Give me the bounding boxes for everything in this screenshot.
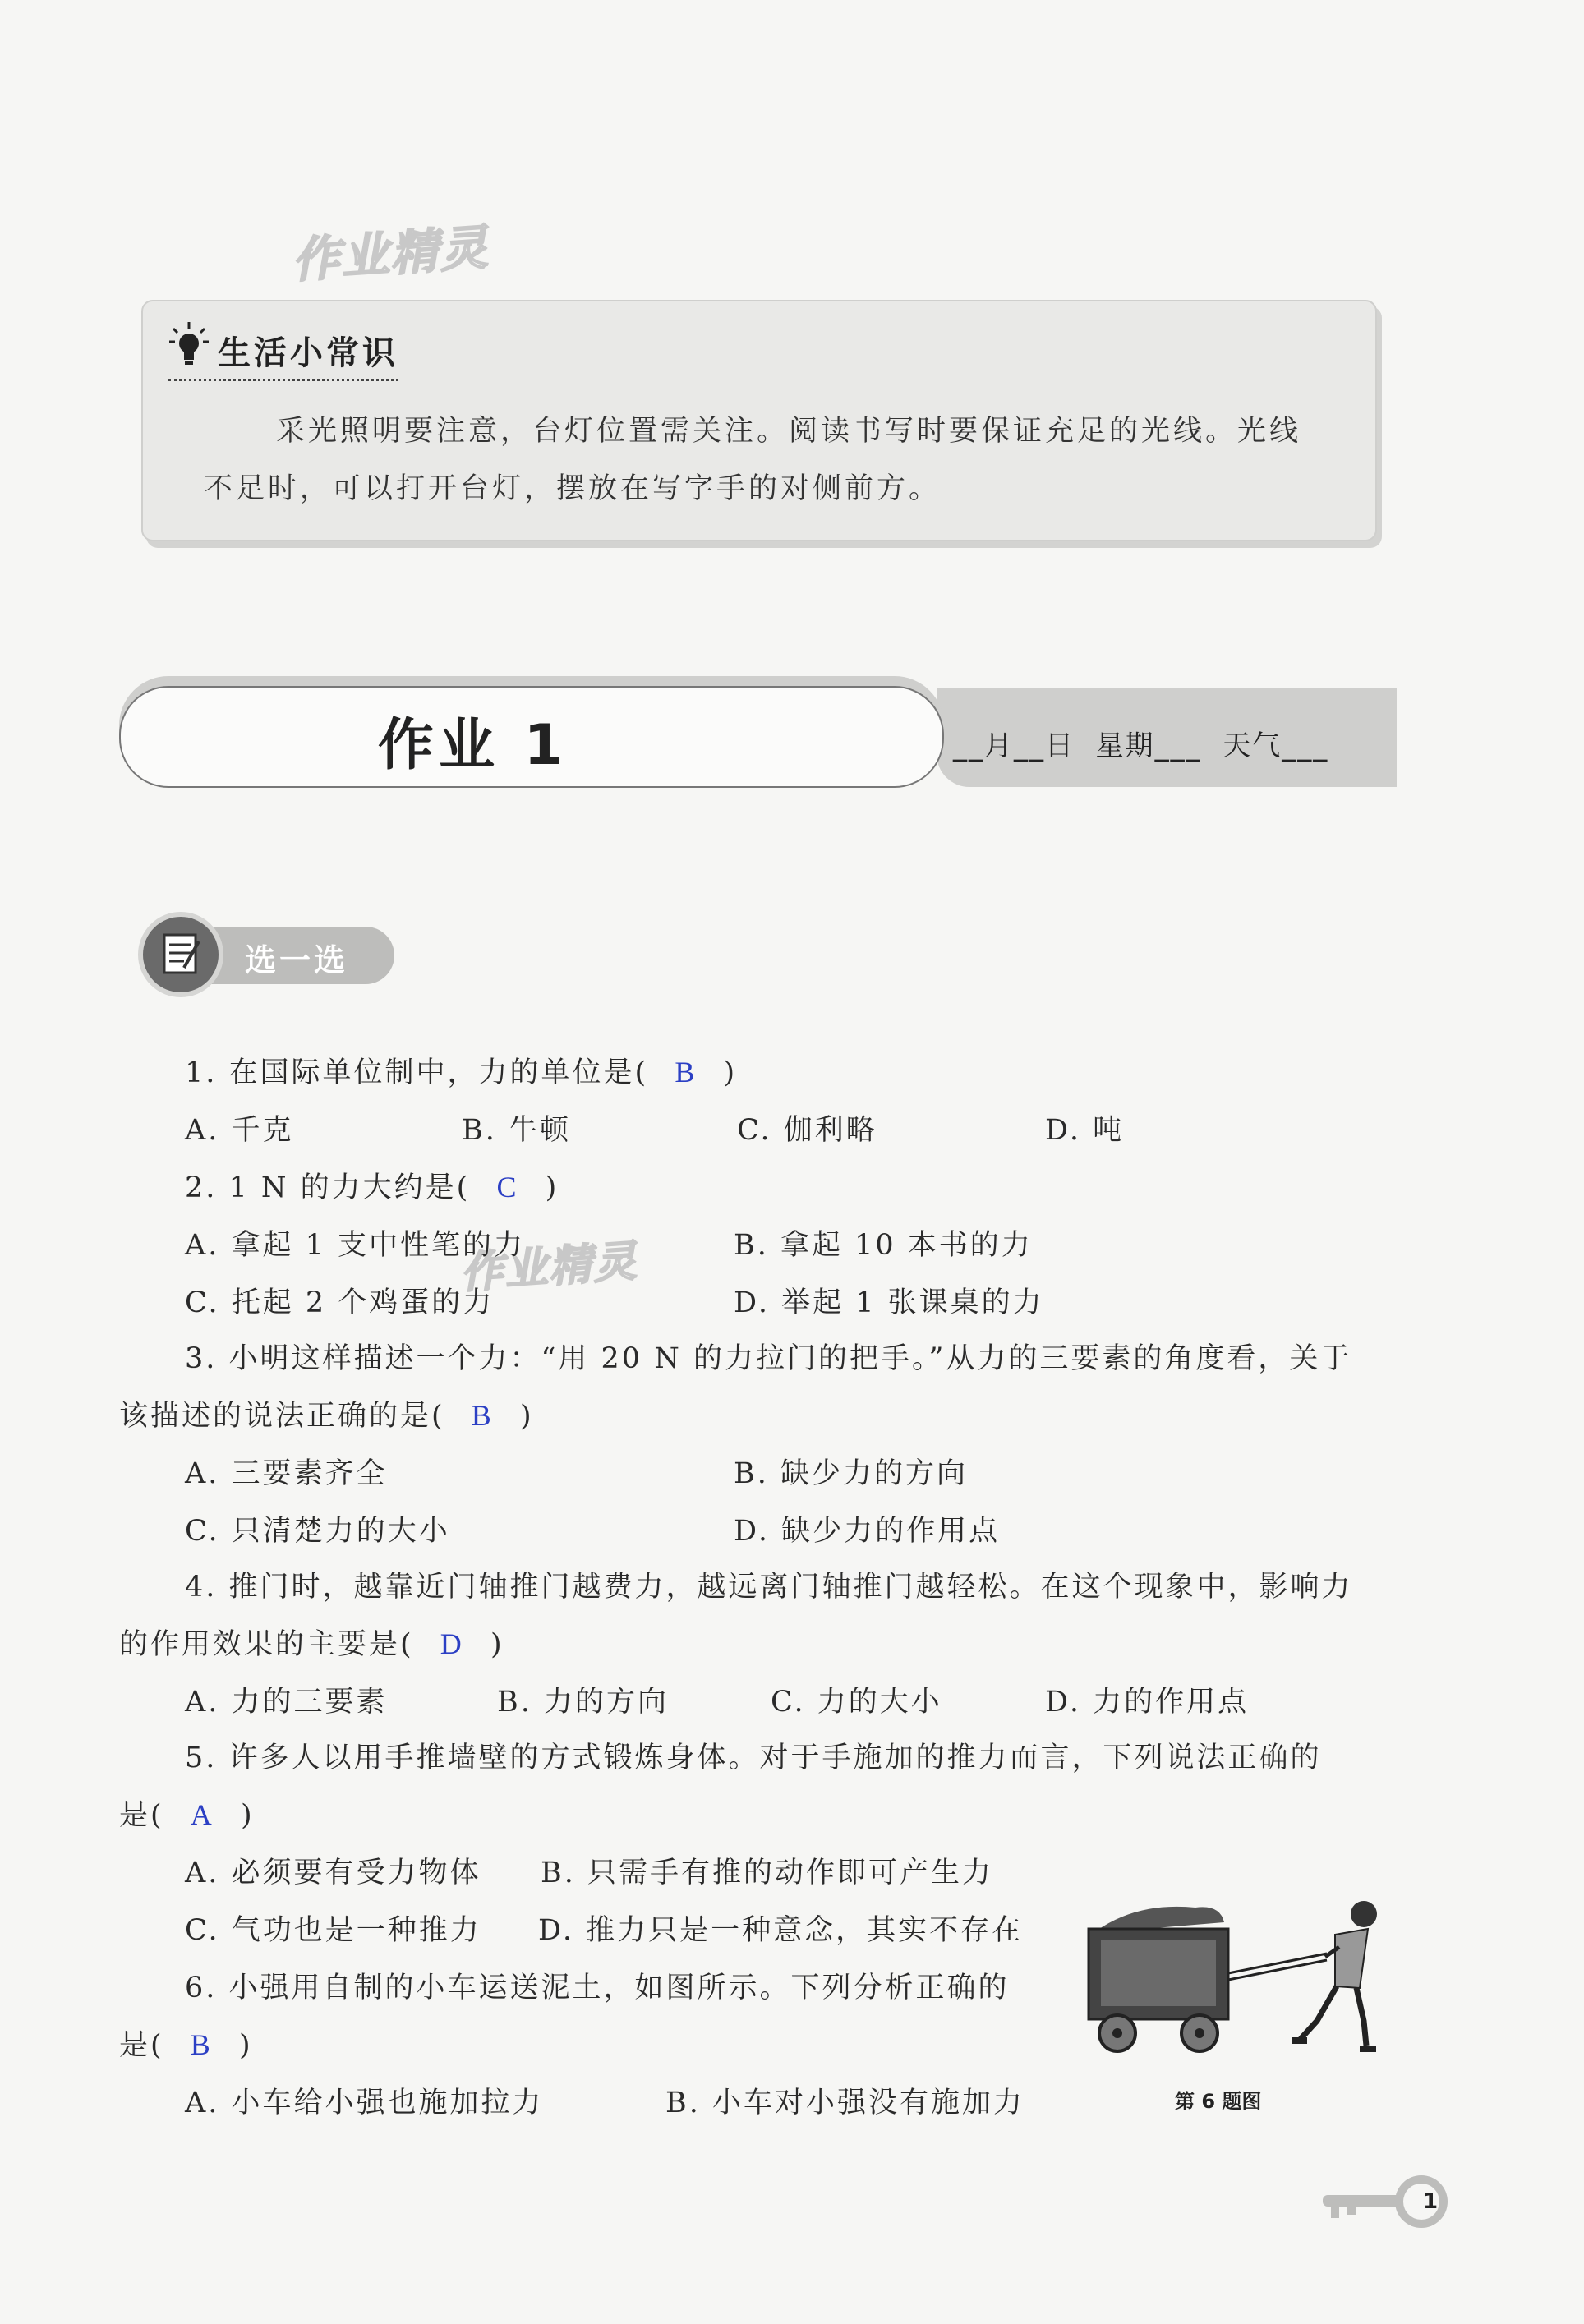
option: D. 推力只是一种意念，其实不存在 (538, 1914, 1024, 1947)
watermark-middle: 作业精灵 (458, 1236, 640, 1299)
question-4-line-2 (119, 1622, 504, 1663)
option: B. 拿起 10 本书的力 (734, 1229, 1033, 1262)
option: B. 小车对小强没有施加力 (665, 2087, 1025, 2119)
answer-mark: B (190, 2028, 213, 2061)
question-text: 是( (119, 1799, 164, 1832)
question-5-line-1: 5. 许多人以用手推墙壁的方式锻炼身体。对于手施加的推力而言，下列说法正确的 (185, 1742, 1322, 1774)
option: D. 缺少力的作用点 (734, 1515, 1001, 1548)
option: A. 必须要有受力物体 (185, 1857, 481, 1889)
question-tail: ) (723, 1056, 738, 1089)
option: B. 缺少力的方向 (734, 1457, 968, 1490)
option: B. 只需手有推的动作即可产生力 (541, 1857, 993, 1889)
option: B. 牛顿 (462, 1114, 571, 1147)
tips-text: 采光照明要注意，台灯位置需关注。阅读书写时要保证充足的光线。光线不足时，可以打开台灯，摆放在写字手的对侧前方。 (204, 415, 1302, 505)
question-6-line-1: 6. 小强用自制的小车运送泥土，如图所示。下列分析正确的 (185, 1972, 1010, 2004)
question-text: 1. 在国际单位制中，力的单位是( (185, 1056, 649, 1089)
question-tail: ) (240, 1799, 255, 1832)
answer-mark: A (190, 1798, 214, 1831)
option: C. 只清楚力的大小 (185, 1515, 450, 1548)
figure-caption: 第 6 题图 (1175, 2090, 1262, 2113)
question-tail: ) (490, 1628, 504, 1661)
option: A. 拿起 1 支中性笔的力 (185, 1229, 526, 1262)
option: C. 气功也是一种推力 (185, 1914, 481, 1947)
watermark-top: 作业精灵 (290, 219, 491, 289)
option: A. 力的三要素 (185, 1686, 388, 1719)
date-line: __月__日 星期___ 天气___ (953, 729, 1329, 762)
question-1 (185, 1050, 737, 1091)
question-3-line-2 (119, 1393, 534, 1434)
question-tail: ) (238, 2029, 253, 2062)
answer-mark: C (496, 1171, 519, 1203)
homework-title: 作业 1 (378, 713, 568, 778)
option: C. 托起 2 个鸡蛋的力 (185, 1286, 495, 1319)
answer-mark: B (471, 1399, 494, 1432)
option: D. 吨 (1045, 1114, 1125, 1147)
question-text: 该描述的说法正确的是( (119, 1400, 445, 1433)
question-3-line-1: 3. 小明这样描述一个力：“用 20 N 的力拉门的把手。”从力的三要素的角度看，关于 (185, 1342, 1352, 1375)
page-number: 1 (1422, 2189, 1439, 2214)
option: C. 伽利略 (737, 1114, 877, 1147)
option: A. 三要素齐全 (185, 1457, 388, 1490)
question-text: 是( (119, 2029, 164, 2062)
option: D. 举起 1 张课桌的力 (734, 1286, 1044, 1319)
option: B. 力的方向 (497, 1686, 669, 1719)
notepad-icon (138, 912, 223, 997)
cart-illustration (1080, 1898, 1401, 2070)
question-5-line-2 (119, 1792, 255, 1834)
option: C. 力的大小 (771, 1686, 942, 1719)
tips-title: 生活小常识 (168, 327, 398, 381)
option: A. 千克 (185, 1114, 294, 1147)
question-text: 的作用效果的主要是( (119, 1628, 414, 1661)
answer-mark: D (440, 1627, 464, 1660)
question-tail: ) (545, 1171, 559, 1204)
question-text: 2. 1 N 的力大约是( (185, 1171, 471, 1204)
answer-mark: B (675, 1056, 698, 1088)
question-tail: ) (519, 1400, 534, 1433)
section-label: 选一选 (245, 942, 349, 978)
question-6-line-2 (119, 2023, 253, 2064)
question-2 (185, 1165, 559, 1206)
question-4-line-1: 4. 推门时，越靠近门轴推门越费力，越远离门轴推门越轻松。在这个现象中，影响力 (185, 1571, 1353, 1604)
option: D. 力的作用点 (1045, 1686, 1250, 1719)
option: A. 小车给小强也施加拉力 (185, 2087, 544, 2119)
